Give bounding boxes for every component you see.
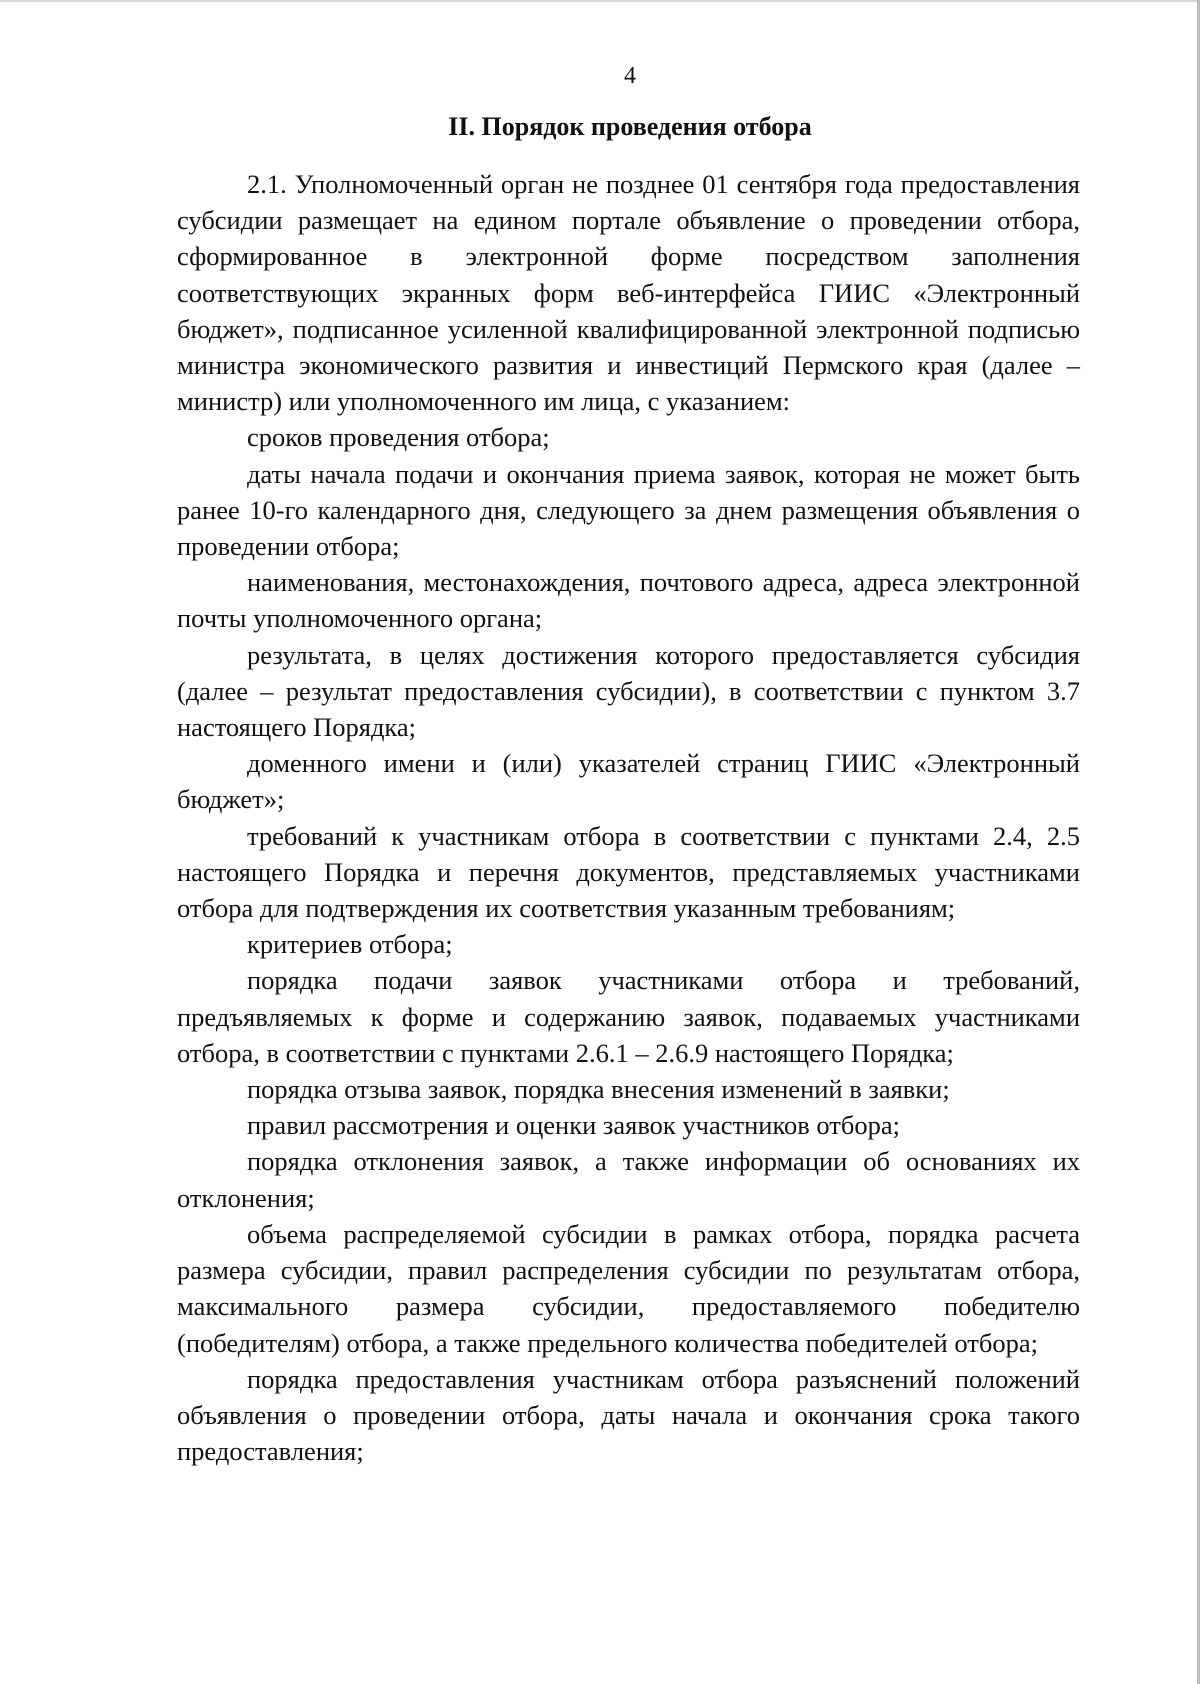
paragraph: порядка подачи заявок участниками отбора и требований, предъявляемых к форме и содержанию заявок, подаваемых участниками отбора, в соответствии с пунктами 2.6.1 – 2.6.9 настоящего Порядка; [177,965,1080,1068]
paragraph: сроков проведения отбора; [247,422,550,453]
paragraph: порядка предоставления участникам отбора разъяснений положений объявления о проведении отбора, даты начала и окончания срока такого предоставления; [177,1363,1080,1467]
document-body [177,166,1080,1469]
paragraph: объема распределяемой субсидии в рамках отбора, порядка расчета размера субсидии, правил распределения субсидии по результатам отбора, максимального размера субсидии, предоставляемого победителю (победителям) отбора, а также предельного количества победителей отбора; [177,1218,1080,1358]
scan-top-edge [0,0,1200,2]
paragraph: результата, в целях достижения которого предоставляется субсидия (далее – результат предоставления субсидии), в соответствии с пунктом 3.7 настоящего Порядка; [177,639,1080,743]
paragraph: правил рассмотрения и оценки заявок участников отбора; [247,1110,900,1141]
paragraph: критериев отбора; [247,929,453,960]
page-number: 4 [624,63,636,89]
paragraph: требований к участникам отбора в соответствии с пунктами 2.4, 2.5 настоящего Порядка и перечня документов, представляемых участниками отбора для подтверждения их соответствия указанным требованиям; [177,820,1080,924]
paragraph: даты начала подачи и окончания приема заявок, которая не может быть ранее 10-го календарного дня, следующего за днем размещения объявления о проведении отбора; [177,458,1080,562]
paragraph: 2.1. Уполномоченный орган не позднее 01 сентября года предоставления субсидии размещает на едином портале объявление о проведении отбора, сформированное в электронной форме посредством заполнения соответствующих экранных форм веб-интерфейса ГИИС «Электронный бюджет», подписанное усиленной квалифицированной электронной подписью министра экономического развития и инвестиций Пермского края (далее – министр) или уполномоченного им лица, с указанием: [177,169,1080,417]
paragraph: доменного имени и (или) указателей страниц ГИИС «Электронный бюджет»; [177,748,1080,815]
paragraph: наименования, местонахождения, почтового адреса, адреса электронной почты уполномоченного органа; [177,567,1080,634]
paragraph: порядка отклонения заявок, а также информации об основаниях их отклонения; [177,1146,1080,1213]
paragraph: порядка отзыва заявок, порядка внесения изменений в заявки; [247,1074,950,1105]
section-title: II. Порядок проведения отбора [448,112,812,141]
